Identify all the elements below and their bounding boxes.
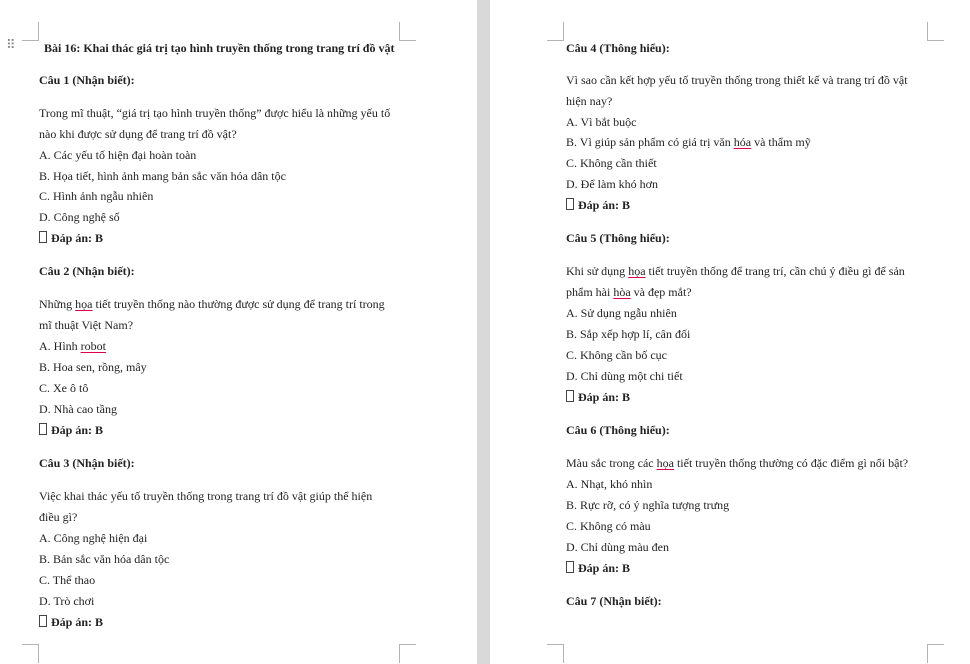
question-2-text-line2: mĩ thuật Việt Nam? [39,318,134,332]
answer-checkbox-icon [39,615,47,627]
question-4-option-b: B. Vì giúp sản phẩm có giá trị văn hóa và thẩm mỹ [566,135,811,149]
document-page-left [0,0,477,664]
question-3-text-line2: điều gì? [39,510,78,524]
question-3-answer: Đáp án: B [39,615,103,629]
question-4-option-c: C. Không cần thiết [566,156,657,170]
question-1-option-b: B. Họa tiết, hình ảnh mang bản sắc văn hóa dân tộc [39,169,286,183]
question-4-text-line2: hiện nay? [566,94,613,108]
question-2-option-b: B. Hoa sen, rồng, mây [39,360,147,374]
crop-mark-top-left [547,22,564,41]
answer-checkbox-icon [39,423,47,435]
question-1-option-a: A. Các yếu tố hiện đại hoàn toàn [39,148,197,162]
question-5-text-line1: Khi sử dụng họa tiết truyền thống để trang trí, cần chú ý điều gì để sản [566,264,905,278]
crop-mark-top-right [399,22,416,41]
crop-mark-top-left [22,22,39,41]
question-5-answer: Đáp án: B [566,390,630,404]
answer-checkbox-icon [566,390,574,402]
question-6-option-a: A. Nhạt, khó nhìn [566,477,653,491]
spellcheck-underline[interactable]: họa [628,264,646,278]
spellcheck-underline[interactable]: hóa [733,135,752,149]
question-1-header: Câu 1 (Nhận biết): [39,73,135,87]
question-3-header: Câu 3 (Nhận biết): [39,456,135,470]
question-3-option-d: D. Trò chơi [39,594,95,608]
question-5-option-d: D. Chỉ dùng một chi tiết [566,369,683,383]
document-page-right [490,0,970,664]
spellcheck-underline[interactable]: robot [80,339,107,353]
question-1-text-line2: nào khi được sử dụng để trang trí đồ vật? [39,127,237,141]
spellcheck-underline[interactable]: họa [656,456,674,470]
question-4-text-line1: Vì sao cần kết hợp yếu tố truyền thống trong thiết kế và trang trí đồ vật [566,73,908,87]
question-3-option-c: C. Thể thao [39,573,96,587]
question-6-option-d: D. Chỉ dùng màu đen [566,540,669,554]
question-4-option-d: D. Để làm khó hơn [566,177,658,191]
question-6-option-c: C. Không có màu [566,519,651,533]
lesson-title: Bài 16: Khai thác giá trị tạo hình truyền thống trong trang trí đồ vật [44,41,395,55]
crop-mark-bottom-right [399,644,416,663]
question-5-option-b: B. Sắp xếp hợp lí, cân đối [566,327,691,341]
question-3-option-b: B. Bản sắc văn hóa dân tộc [39,552,170,566]
question-6-text-line1: Màu sắc trong các họa tiết truyền thống thường có đặc điểm gì nổi bật? [566,456,909,470]
question-3-option-a: A. Công nghệ hiện đại [39,531,148,545]
question-1-option-d: D. Công nghệ số [39,210,120,224]
answer-checkbox-icon [566,561,574,573]
question-6-option-b: B. Rực rỡ, có ý nghĩa tượng trưng [566,498,730,512]
question-2-option-a: A. Hình robot [39,339,107,353]
page-gutter [477,0,490,664]
question-2-option-d: D. Nhà cao tầng [39,402,117,416]
question-5-header: Câu 5 (Thông hiểu): [566,231,670,245]
question-2-text-line1: Những họa tiết truyền thống nào thường được sử dụng để trang trí trong [39,297,385,311]
question-4-option-a: A. Vì bắt buộc [566,115,637,129]
question-5-option-a: A. Sử dụng ngẫu nhiên [566,306,677,320]
question-5-option-c: C. Không cần bố cục [566,348,667,362]
question-6-header: Câu 6 (Thông hiểu): [566,423,670,437]
question-4-header: Câu 4 (Thông hiểu): [566,41,670,55]
crop-mark-top-right [927,22,944,41]
question-1-text-line1: Trong mĩ thuật, “giá trị tạo hình truyền thống” được hiểu là những yếu tố [39,106,391,120]
question-1-option-c: C. Hình ảnh ngẫu nhiên [39,189,154,203]
question-6-answer: Đáp án: B [566,561,630,575]
answer-checkbox-icon [566,198,574,210]
question-4-answer: Đáp án: B [566,198,630,212]
crop-mark-bottom-left [22,644,39,663]
question-3-text-line1: Việc khai thác yếu tố truyền thống trong trang trí đồ vật giúp thể hiện [39,489,373,503]
question-2-option-c: C. Xe ô tô [39,381,89,395]
question-7-header: Câu 7 (Nhận biết): [566,594,662,608]
crop-mark-bottom-left [547,644,564,663]
drag-handle-icon[interactable]: ⠿ [6,38,17,53]
question-2-answer: Đáp án: B [39,423,103,437]
question-1-answer: Đáp án: B [39,231,103,245]
crop-mark-bottom-right [927,644,944,663]
question-5-text-line2: phẩm hài hòa và đẹp mắt? [566,285,692,299]
question-2-header: Câu 2 (Nhận biết): [39,264,135,278]
spellcheck-underline[interactable]: hòa [613,285,631,299]
answer-checkbox-icon [39,231,47,243]
spellcheck-underline[interactable]: họa [75,297,93,311]
